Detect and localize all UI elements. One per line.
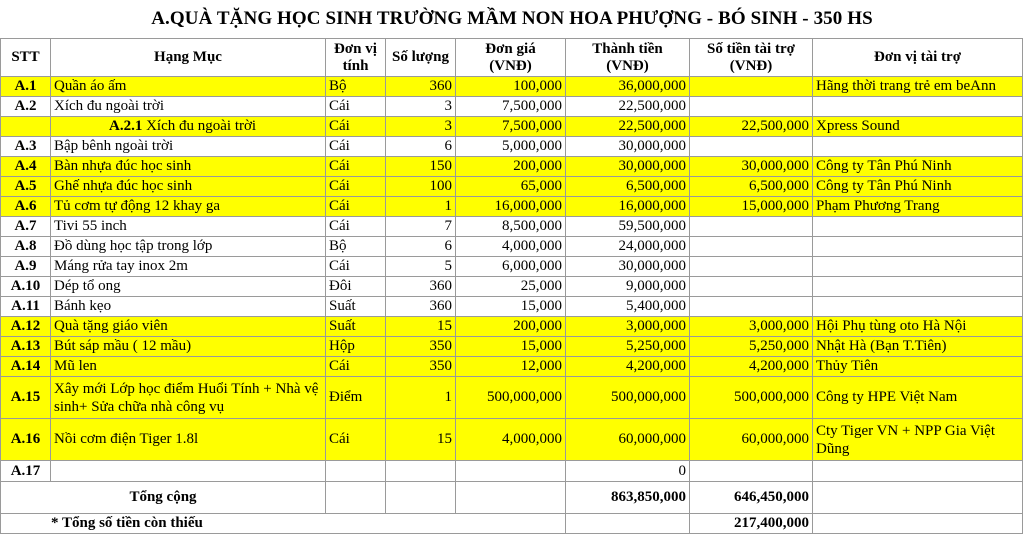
cell-item[interactable]: Bàn nhựa đúc học sinh [51,157,326,177]
cell-total[interactable]: 30,000,000 [566,257,690,277]
cell-qty[interactable]: 350 [386,357,456,377]
cell-item[interactable]: Bút sáp mầu ( 12 mầu) [51,337,326,357]
cell-item[interactable]: Nồi cơm điện Tiger 1.8l [51,419,326,461]
cell-stt[interactable]: A.13 [1,337,51,357]
cell-unit[interactable]: Suất [326,317,386,337]
cell-sponsor[interactable] [813,137,1023,157]
cell-item[interactable]: Máng rửa tay inox 2m [51,257,326,277]
header-sponsor-amount-l1: Số tiền tài trợ [707,40,795,57]
cell-price[interactable]: 8,500,000 [456,217,566,237]
cell-sponsor[interactable]: Cty Tiger VN + NPP Gia Việt Dũng [813,419,1023,461]
total-sponsor-amount[interactable]: 646,450,000 [690,482,813,514]
cell-item[interactable]: Đồ dùng học tập trong lớp [51,237,326,257]
cell-item[interactable]: Mũ len [51,357,326,377]
cell-price[interactable]: 4,000,000 [456,237,566,257]
cell-total[interactable]: 16,000,000 [566,197,690,217]
cell-unit[interactable]: Cái [326,137,386,157]
cell-sponsor[interactable]: Xpress Sound [813,117,1023,137]
cell-sponsor-amount[interactable] [690,77,813,97]
cell-sponsor[interactable]: Nhật Hà (Bạn T.Tiên) [813,337,1023,357]
cell-item[interactable]: Dép tổ ong [51,277,326,297]
cell-stt[interactable]: A.8 [1,237,51,257]
cell-sponsor-amount[interactable]: 15,000,000 [690,197,813,217]
header-price-l1: Đơn giá [485,40,536,57]
table-row [1,237,1023,257]
cell-sponsor[interactable] [813,461,1023,482]
header-price-l2: (VNĐ) [489,57,532,74]
cell-sponsor-amount[interactable] [690,97,813,117]
table-row [1,357,1023,377]
cell-total[interactable]: 60,000,000 [566,419,690,461]
cell-total[interactable]: 36,000,000 [566,77,690,97]
header-total[interactable] [566,39,690,77]
table-row [1,297,1023,317]
cell-qty[interactable]: 350 [386,337,456,357]
header-row [1,39,1023,77]
cell-sponsor[interactable] [813,257,1023,277]
cell-sponsor[interactable]: Phạm Phương Trang [813,197,1023,217]
table-row [1,117,1023,137]
cell-sponsor-amount[interactable] [690,257,813,277]
cell-qty[interactable] [386,461,456,482]
cell-qty[interactable]: 6 [386,137,456,157]
cell-unit[interactable]: Hộp [326,337,386,357]
cell-qty[interactable]: 1 [386,197,456,217]
cell-stt[interactable]: A.14 [1,357,51,377]
cell-qty[interactable]: 7 [386,217,456,237]
header-item[interactable]: Hạng Mục [51,39,326,77]
cell-total[interactable] [566,514,690,534]
cell-total[interactable]: 0 [566,461,690,482]
cell-stt[interactable]: A.12 [1,317,51,337]
table-row [1,419,1023,461]
table-row [1,277,1023,297]
table-row [1,77,1023,97]
cell-item[interactable]: Xích đu ngoài trời [51,97,326,117]
cell-sponsor-amount[interactable]: 22,500,000 [690,117,813,137]
table-row [1,461,1023,482]
header-total-l2: (VNĐ) [606,57,649,74]
table-row [1,317,1023,337]
cell-item[interactable]: Bập bênh ngoài trời [51,137,326,157]
cell-sponsor[interactable] [813,482,1023,514]
header-qty[interactable]: Số lượng [386,39,456,77]
cell-price[interactable]: 6,000,000 [456,257,566,277]
cell-stt[interactable]: A.10 [1,277,51,297]
cell-price[interactable]: 500,000,000 [456,377,566,419]
cell-price[interactable]: 200,000 [456,157,566,177]
table-row [1,217,1023,237]
cell-unit[interactable]: Đôi [326,277,386,297]
cell-stt[interactable]: A.2 [1,97,51,117]
cell-price[interactable]: 200,000 [456,317,566,337]
cell-unit[interactable] [326,482,386,514]
cell-unit[interactable]: Cái [326,97,386,117]
sub-item-label: Xích đu ngoài trời [146,118,257,134]
sub-code: A.2.1 [109,118,143,134]
header-total-l1: Thành tiền [592,40,663,57]
cell-sponsor[interactable] [813,514,1023,534]
cell-sponsor[interactable]: Hãng thời trang trẻ em beAnn [813,77,1023,97]
cell-qty[interactable]: 15 [386,317,456,337]
cell-sponsor-amount[interactable] [690,277,813,297]
cell-price[interactable]: 7,500,000 [456,117,566,137]
table-row [1,157,1023,177]
cell-sponsor[interactable] [813,217,1023,237]
cell-total[interactable]: 4,200,000 [566,357,690,377]
cell-qty[interactable] [386,482,456,514]
cell-stt[interactable]: A.15 [1,377,51,419]
cell-stt[interactable]: A.16 [1,419,51,461]
cell-qty[interactable]: 100 [386,177,456,197]
cell-qty[interactable]: 5 [386,257,456,277]
cell-unit[interactable]: Bộ [326,237,386,257]
cell-stt[interactable]: A.11 [1,297,51,317]
table-row [1,337,1023,357]
cell-price[interactable]: 100,000 [456,77,566,97]
cell-total[interactable]: 22,500,000 [566,117,690,137]
cell-unit[interactable]: Cái [326,257,386,277]
cell-qty[interactable]: 6 [386,237,456,257]
cell-price[interactable]: 15,000 [456,297,566,317]
table-row [1,97,1023,117]
shortfall-label[interactable]: * Tổng số tiền còn thiếu [1,514,566,534]
cell-total[interactable]: 9,000,000 [566,277,690,297]
sheet-title: A.QUÀ TẶNG HỌC SINH TRƯỜNG MẦM NON HOA PHƯỢNG - BÓ SINH - 350 HS [151,8,873,29]
cell-qty[interactable]: 15 [386,419,456,461]
total-amount[interactable]: 863,850,000 [566,482,690,514]
cell-total[interactable]: 30,000,000 [566,137,690,157]
total-label[interactable]: Tổng cộng [1,482,326,514]
cell-unit[interactable]: Cái [326,157,386,177]
cell-qty[interactable]: 3 [386,117,456,137]
cell-item[interactable]: Tủ cơm tự động 12 khay ga [51,197,326,217]
shortfall-amount[interactable]: 217,400,000 [690,514,813,534]
cell-total[interactable]: 22,500,000 [566,97,690,117]
cell-item[interactable]: Quần áo ấm [51,77,326,97]
cell-sponsor-amount[interactable]: 3,000,000 [690,317,813,337]
cell-price[interactable]: 12,000 [456,357,566,377]
cell-total[interactable]: 6,500,000 [566,177,690,197]
header-unit-l1: Đơn vị [334,40,377,57]
cell-sponsor[interactable] [813,297,1023,317]
cell-stt[interactable]: A.9 [1,257,51,277]
cell-stt[interactable]: A.6 [1,197,51,217]
cell-sponsor-amount[interactable] [690,137,813,157]
cell-unit[interactable]: Cái [326,117,386,137]
cell-unit[interactable]: Cái [326,217,386,237]
cell-unit[interactable]: Suất [326,297,386,317]
cell-unit[interactable]: Cái [326,357,386,377]
cell-unit[interactable]: Điểm [326,377,386,419]
cell-price[interactable]: 4,000,000 [456,419,566,461]
cell-price[interactable]: 16,000,000 [456,197,566,217]
cell-sponsor[interactable] [813,237,1023,257]
table-row [1,137,1023,157]
header-sponsor-amount-l2: (VNĐ) [729,57,773,74]
cell-item[interactable]: Xây mới Lớp học điểm Huổi Tính + Nhà vệ sinh+ Sửa chữa nhà công vụ [51,377,326,419]
cell-total[interactable]: 24,000,000 [566,237,690,257]
cell-unit[interactable]: Cái [326,177,386,197]
cell-unit[interactable]: Cái [326,197,386,217]
cell-total[interactable]: 30,000,000 [566,157,690,177]
cell-sponsor[interactable] [813,277,1023,297]
cell-item[interactable]: Ghế nhựa đúc học sinh [51,177,326,197]
cell-sponsor-amount[interactable]: 6,500,000 [690,177,813,197]
cell-total[interactable]: 5,400,000 [566,297,690,317]
cell-sponsor-amount[interactable] [690,237,813,257]
cell-item[interactable] [51,117,326,137]
cell-sponsor-amount[interactable] [690,297,813,317]
cell-sponsor[interactable]: Thủy Tiên [813,357,1023,377]
table-row [1,377,1023,419]
cell-item[interactable]: Bánh kẹo [51,297,326,317]
cell-stt[interactable]: A.17 [1,461,51,482]
cell-price[interactable]: 25,000 [456,277,566,297]
header-sponsor[interactable]: Đơn vị tài trợ [813,39,1023,77]
cell-sponsor-amount[interactable]: 500,000,000 [690,377,813,419]
table-row [1,257,1023,277]
cell-price[interactable] [456,482,566,514]
cell-item[interactable]: Tivi 55 inch [51,217,326,237]
cell-sponsor-amount[interactable]: 4,200,000 [690,357,813,377]
cell-sponsor-amount[interactable]: 60,000,000 [690,419,813,461]
cell-total[interactable]: 5,250,000 [566,337,690,357]
cell-item[interactable] [51,461,326,482]
cell-price[interactable]: 7,500,000 [456,97,566,117]
header-price[interactable] [456,39,566,77]
cell-total[interactable]: 59,500,000 [566,217,690,237]
header-unit-l2: tính [342,57,369,74]
cell-qty[interactable]: 360 [386,277,456,297]
header-stt[interactable]: STT [1,39,51,77]
cell-stt[interactable]: A.7 [1,217,51,237]
cell-price[interactable]: 65,000 [456,177,566,197]
cell-stt[interactable]: A.1 [1,77,51,97]
cell-sponsor[interactable]: Công ty Tân Phú Ninh [813,177,1023,197]
cell-item[interactable]: Quà tặng giáo viên [51,317,326,337]
header-unit[interactable] [326,39,386,77]
shortfall-row [1,514,1023,534]
cell-sponsor-amount[interactable] [690,217,813,237]
cell-stt[interactable]: A.4 [1,157,51,177]
cell-sponsor[interactable]: Công ty HPE Việt Nam [813,377,1023,419]
gift-table [0,38,1023,534]
header-sponsor-amount[interactable] [690,39,813,77]
cell-sponsor-amount[interactable]: 5,250,000 [690,337,813,357]
cell-qty[interactable]: 360 [386,297,456,317]
total-row [1,482,1023,514]
cell-total[interactable]: 500,000,000 [566,377,690,419]
cell-stt[interactable]: A.5 [1,177,51,197]
cell-stt[interactable] [1,117,51,137]
table-row [1,177,1023,197]
cell-qty[interactable]: 1 [386,377,456,419]
cell-unit[interactable] [326,461,386,482]
cell-total[interactable]: 3,000,000 [566,317,690,337]
cell-qty[interactable]: 150 [386,157,456,177]
cell-stt[interactable]: A.3 [1,137,51,157]
cell-price[interactable]: 15,000 [456,337,566,357]
table-row [1,197,1023,217]
cell-qty[interactable]: 360 [386,77,456,97]
cell-sponsor-amount[interactable]: 30,000,000 [690,157,813,177]
cell-price[interactable]: 5,000,000 [456,137,566,157]
cell-qty[interactable]: 3 [386,97,456,117]
cell-unit[interactable]: Cái [326,419,386,461]
cell-sponsor[interactable] [813,97,1023,117]
cell-unit[interactable]: Bộ [326,77,386,97]
cell-sponsor[interactable]: Hội Phụ tùng oto Hà Nội [813,317,1023,337]
cell-price[interactable] [456,461,566,482]
cell-sponsor[interactable]: Công ty Tân Phú Ninh [813,157,1023,177]
cell-sponsor-amount[interactable] [690,461,813,482]
